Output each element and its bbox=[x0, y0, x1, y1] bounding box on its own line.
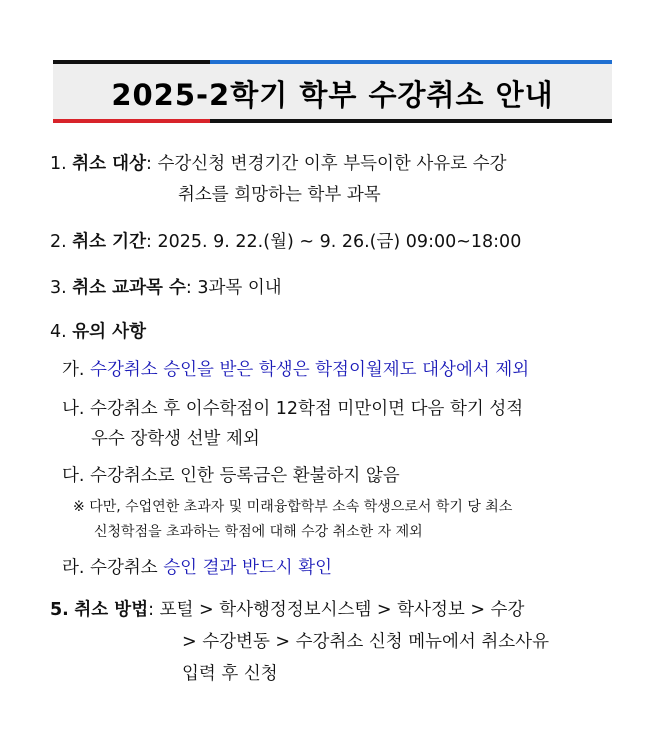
item-3-colon: : bbox=[185, 278, 192, 298]
note-ga-marker: 가. bbox=[62, 360, 85, 380]
note-ra-highlight: 승인 결과 반드시 확인 bbox=[163, 558, 333, 578]
item-4-label: 유의 사항 bbox=[72, 322, 146, 342]
item-1-line-2: 취소를 희망하는 학부 과목 bbox=[178, 185, 381, 205]
item-1-number: 1. bbox=[50, 154, 67, 174]
item-2-label: 취소 기간 bbox=[72, 232, 146, 252]
note-ga bbox=[62, 360, 529, 381]
note-ra bbox=[62, 558, 332, 579]
page-title: 2025-2학기 학부 수강취소 안내 bbox=[111, 78, 554, 112]
title-bar-top-black bbox=[53, 60, 210, 64]
item-5-number: 5. bbox=[50, 600, 69, 620]
item-1-line-1 bbox=[50, 154, 507, 175]
title-banner bbox=[53, 60, 612, 123]
item-5-text: 포털 > 학사행정정보시스템 > 학사정보 > 수강 bbox=[159, 600, 525, 620]
item-5-line-3: 입력 후 신청 bbox=[182, 664, 278, 684]
footnote-line-2: 신청학점을 초과하는 학점에 대해 수강 취소한 자 제외 bbox=[94, 524, 423, 540]
note-na-line-2: 우수 장학생 선발 제외 bbox=[91, 429, 260, 449]
item-5-line-1 bbox=[50, 600, 524, 621]
item-2-text: 2025. 9. 22.(월) ~ 9. 26.(금) 09:00~18:00 bbox=[157, 232, 522, 252]
note-na-marker: 나. bbox=[62, 399, 85, 419]
note-ga-text: 수강취소 승인을 받은 학생은 학점이월제도 대상에서 제외 bbox=[90, 360, 530, 380]
item-5-colon: : bbox=[148, 600, 155, 620]
note-ra-prefix: 수강취소 bbox=[90, 558, 158, 578]
item-3-label: 취소 교과목 수 bbox=[72, 278, 186, 298]
title-bar-bottom-red bbox=[53, 119, 210, 123]
item-3-text: 3과목 이내 bbox=[197, 278, 282, 298]
title-bar-bottom-black bbox=[210, 119, 612, 123]
note-ra-marker: 라. bbox=[62, 558, 85, 578]
item-3-number: 3. bbox=[50, 278, 67, 298]
item-1-label: 취소 대상 bbox=[72, 154, 146, 174]
item-4 bbox=[50, 322, 146, 343]
footnote-text: 다만, 수업연한 초과자 및 미래융합학부 소속 학생으로서 학기 당 최소 bbox=[89, 499, 513, 515]
footnote-marker: ※ bbox=[73, 499, 85, 515]
item-1-colon: : bbox=[146, 154, 152, 174]
note-da-marker: 다. bbox=[62, 466, 85, 486]
item-2 bbox=[50, 232, 521, 253]
note-da bbox=[62, 466, 400, 487]
item-5-line-2: > 수강변동 > 수강취소 신청 메뉴에서 취소사유 bbox=[182, 632, 549, 652]
item-5-label: 취소 방법 bbox=[74, 600, 149, 620]
item-2-colon: : bbox=[146, 232, 152, 252]
note-na-text: 수강취소 후 이수학점이 12학점 미만이면 다음 학기 성적 bbox=[90, 399, 524, 419]
item-4-number: 4. bbox=[50, 322, 67, 342]
note-na-line-1 bbox=[62, 399, 523, 420]
item-3 bbox=[50, 278, 282, 299]
item-2-number: 2. bbox=[50, 232, 67, 252]
item-1-text: 수강신청 변경기간 이후 부득이한 사유로 수강 bbox=[157, 154, 507, 174]
footnote-line-1 bbox=[73, 499, 512, 516]
note-da-text: 수강취소로 인한 등록금은 환불하지 않음 bbox=[90, 466, 400, 486]
title-bar-top-blue bbox=[210, 60, 612, 64]
